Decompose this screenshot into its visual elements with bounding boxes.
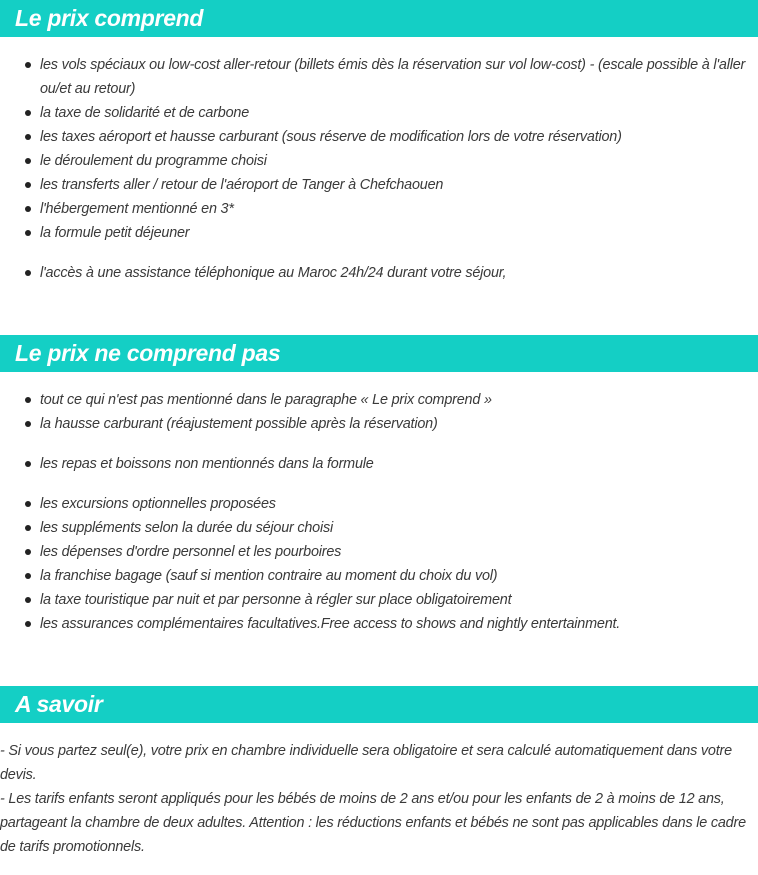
list-item: les transferts aller / retour de l'aéroport de Tanger à Chefchaouen: [0, 173, 758, 197]
info-paragraph: - Les tarifs enfants seront appliqués pour les bébés de moins de 2 ans et/ou pour les enfants de 2 à moins de 12 ans, partageant la chambre de deux adultes. Attention : les réductions enfants et bébés ne sont pas applicables dans le cadre de tarifs promotionnels.: [0, 791, 746, 855]
list-item: les vols spéciaux ou low-cost aller-retour (billets émis dès la réservation sur vol low-cost) - (escale possible à l'aller ou/et au retour): [0, 53, 758, 101]
list-item: les taxes aéroport et hausse carburant (sous réserve de modification lors de votre réservation): [0, 125, 758, 149]
list-item: le déroulement du programme choisi: [0, 149, 758, 173]
list-item: les dépenses d'ordre personnel et les pourboires: [0, 540, 758, 564]
list-item: la formule petit déjeuner: [0, 221, 758, 245]
bullet-icon: [25, 621, 31, 627]
section-header-included: Le prix comprend: [0, 0, 758, 37]
bullet-icon: [25, 421, 31, 427]
bullet-icon: [25, 549, 31, 555]
bullet-icon: [25, 573, 31, 579]
bullet-icon: [25, 597, 31, 603]
bullet-icon: [25, 182, 31, 188]
bullet-icon: [25, 270, 31, 276]
included-list: [0, 53, 758, 285]
list-item: l'accès à une assistance téléphonique au Maroc 24h/24 durant votre séjour,: [0, 261, 758, 285]
list-item: la franchise bagage (sauf si mention contraire au moment du choix du vol): [0, 564, 758, 588]
list-item: l'hébergement mentionné en 3*: [0, 197, 758, 221]
excluded-list: [0, 388, 758, 636]
bullet-icon: [25, 501, 31, 507]
list-item: les suppléments selon la durée du séjour choisi: [0, 516, 758, 540]
bullet-icon: [25, 206, 31, 212]
list-item: la taxe touristique par nuit et par personne à régler sur place obligatoirement: [0, 588, 758, 612]
list-item: tout ce qui n'est pas mentionné dans le paragraphe « Le prix comprend »: [0, 388, 758, 412]
list-item: les repas et boissons non mentionnés dans la formule: [0, 452, 758, 476]
section-header-info: A savoir: [0, 686, 758, 723]
bullet-icon: [25, 525, 31, 531]
list-item: la taxe de solidarité et de carbone: [0, 101, 758, 125]
bullet-icon: [25, 110, 31, 116]
section-header-excluded: Le prix ne comprend pas: [0, 335, 758, 372]
bullet-icon: [25, 62, 31, 68]
info-text: [0, 739, 756, 859]
list-item: les assurances complémentaires facultatives.Free access to shows and nightly entertainment.: [0, 612, 758, 636]
bullet-icon: [25, 134, 31, 140]
bullet-icon: [25, 158, 31, 164]
list-item: la hausse carburant (réajustement possible après la réservation): [0, 412, 758, 436]
list-item: les excursions optionnelles proposées: [0, 492, 758, 516]
bullet-icon: [25, 461, 31, 467]
bullet-icon: [25, 230, 31, 236]
bullet-icon: [25, 397, 31, 403]
info-paragraph: - Si vous partez seul(e), votre prix en chambre individuelle sera obligatoire et sera calculé automatiquement dans votre devis.: [0, 743, 732, 783]
